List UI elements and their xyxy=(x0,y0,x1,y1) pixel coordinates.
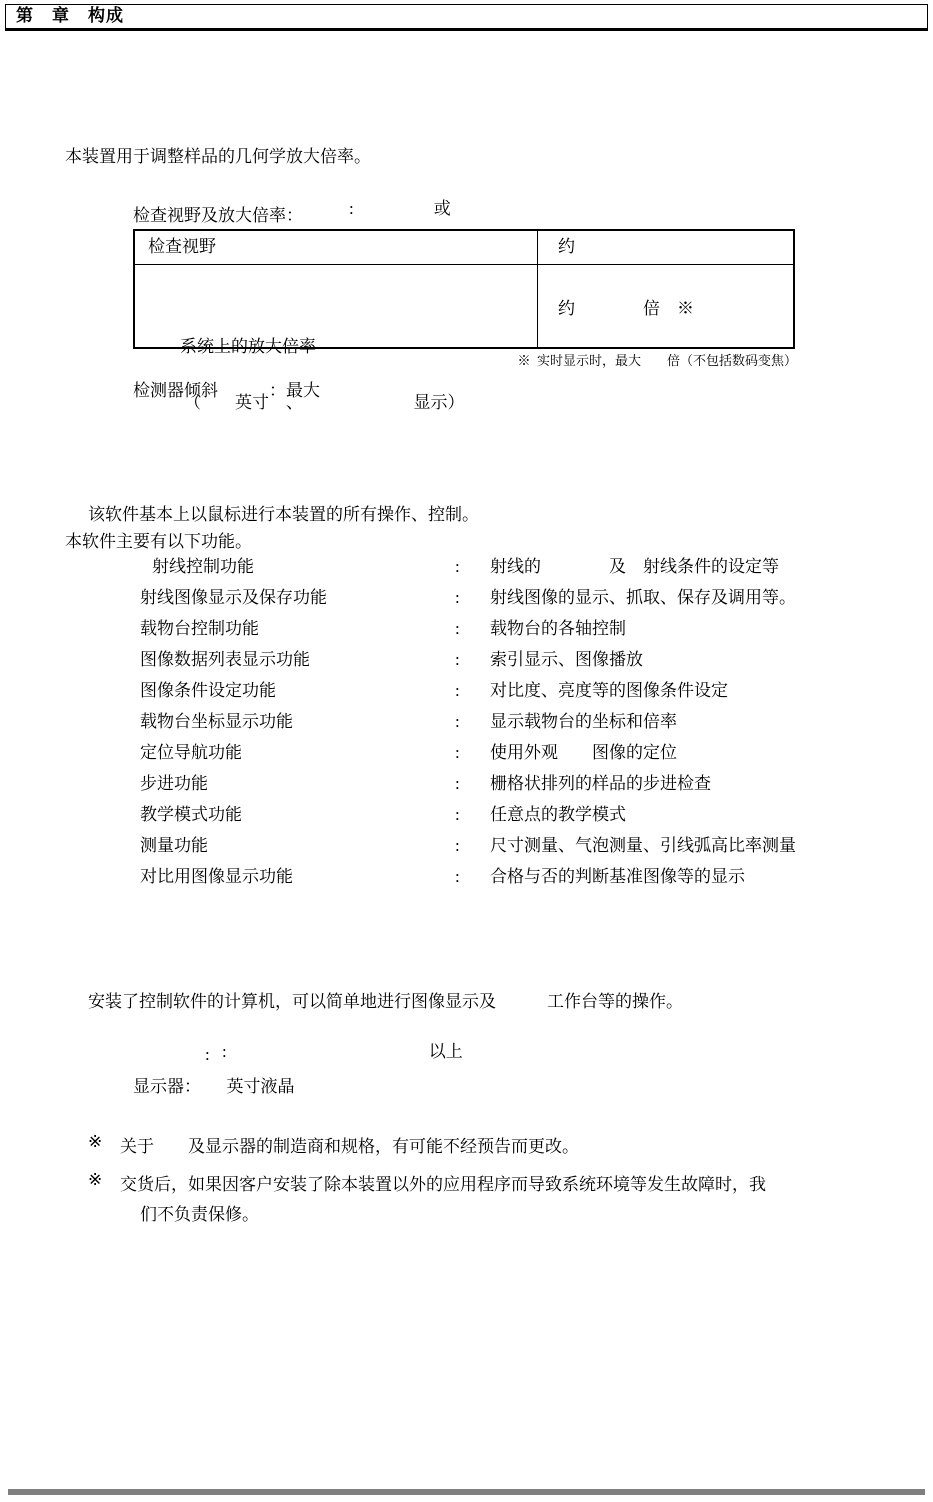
function-label: 载物台控制功能 xyxy=(140,619,259,638)
function-desc: 任意点的教学模式 xyxy=(490,805,626,824)
note-text-continued: 们不负责保修。 xyxy=(140,1205,259,1224)
note-item xyxy=(88,1132,579,1157)
detector-tilt-line: 检测器倾斜 ：最大 xyxy=(133,381,320,400)
list-item xyxy=(140,613,913,644)
function-colon: : xyxy=(455,743,460,762)
function-colon: : xyxy=(455,805,460,824)
function-colon: : xyxy=(455,650,460,669)
function-desc: 合格与否的判断基准图像等的显示 xyxy=(490,867,745,886)
function-desc: 对比度、亮度等的图像条件设定 xyxy=(490,681,728,700)
computer-intro: 安装了控制软件的计算机，可以简单地进行图像显示及 工作台等的操作。 xyxy=(88,992,683,1011)
chapter-title: 第 章 构成 xyxy=(16,6,124,25)
table-row xyxy=(135,231,793,265)
page-footer-bar xyxy=(8,1489,925,1495)
function-desc: 使用外观 图像的定位 xyxy=(490,743,677,762)
function-colon: : xyxy=(455,619,460,638)
software-intro-line1: 该软件基本上以鼠标进行本装置的所有操作、控制。 xyxy=(88,505,479,524)
function-desc: 索引显示、图像播放 xyxy=(490,650,643,669)
function-label: 射线图像显示及保存功能 xyxy=(140,588,327,607)
list-item xyxy=(140,675,913,706)
list-item xyxy=(140,644,913,675)
function-colon: : xyxy=(455,712,460,731)
function-label: 图像条件设定功能 xyxy=(140,681,276,700)
function-label: 教学模式功能 xyxy=(140,805,242,824)
fov-value-cell: 约 xyxy=(558,237,575,256)
function-list xyxy=(140,551,913,892)
function-desc: 射线的 及 射线条件的设定等 xyxy=(490,557,779,576)
fov-cell: 检查视野 xyxy=(135,231,538,264)
function-label: 载物台坐标显示功能 xyxy=(140,712,293,731)
list-item xyxy=(140,706,913,737)
magnification-cell-line2: （ 英寸 、 显示） xyxy=(184,393,465,412)
note-marker: ※ xyxy=(88,1170,103,1189)
function-label: 射线控制功能 xyxy=(152,557,254,576)
table-footnote: ※ 实时显示时，最大 倍（不包括数码变焦） xyxy=(517,353,797,368)
note-text: 交货后，如果因客户安装了除本装置以外的应用程序而导致系统环境等发生故障时，我 xyxy=(120,1175,766,1194)
function-label: 步进功能 xyxy=(140,774,208,793)
list-item xyxy=(140,737,913,768)
function-label: 测量功能 xyxy=(140,836,208,855)
function-label: 定位导航功能 xyxy=(140,743,242,762)
magnification-value-cell: 约 倍 ※ xyxy=(558,298,694,318)
function-colon: : xyxy=(455,836,460,855)
function-desc: 射线图像的显示、抓取、保存及调用等。 xyxy=(490,588,796,607)
function-colon: : xyxy=(455,588,460,607)
function-desc: 尺寸测量、气泡测量、引线弧高比率测量 xyxy=(490,836,796,855)
function-label: 图像数据列表显示功能 xyxy=(140,650,310,669)
magnification-intro: 本装置用于调整样品的几何学放大倍率。 xyxy=(65,147,371,166)
ratio-or: 或 xyxy=(433,199,451,218)
function-colon: : xyxy=(455,681,460,700)
list-item xyxy=(140,768,913,799)
note-item xyxy=(88,1170,766,1195)
list-item xyxy=(140,582,913,613)
note-text: 关于 及显示器的制造商和规格，有可能不经预告而更改。 xyxy=(120,1137,579,1156)
note-marker: ※ xyxy=(88,1132,103,1151)
function-desc: 栅格状排列的样品的步进检查 xyxy=(490,774,711,793)
magnification-cell-line1: 系统上的放大倍率 xyxy=(180,337,316,356)
function-colon: : xyxy=(455,557,460,576)
fov-heading: 检查视野及放大倍率： xyxy=(133,206,303,225)
chapter-header xyxy=(5,4,928,31)
list-item xyxy=(140,799,913,830)
function-label: 对比用图像显示功能 xyxy=(140,867,293,886)
function-desc: 载物台的各轴控制 xyxy=(490,619,626,638)
software-intro-line2: 本软件主要有以下功能。 xyxy=(65,532,252,551)
cpu-line: : xyxy=(205,1045,210,1064)
os-colon: : xyxy=(222,1042,227,1061)
function-colon: : xyxy=(455,867,460,886)
os-value: 以上 xyxy=(428,1042,463,1061)
list-item xyxy=(140,830,913,861)
list-item xyxy=(140,551,913,582)
function-colon: : xyxy=(455,774,460,793)
list-item xyxy=(140,861,913,892)
ratio-colon: : xyxy=(349,199,354,218)
monitor-line: 显示器： 英寸液晶 xyxy=(133,1077,295,1096)
function-desc: 显示载物台的坐标和倍率 xyxy=(490,712,677,731)
